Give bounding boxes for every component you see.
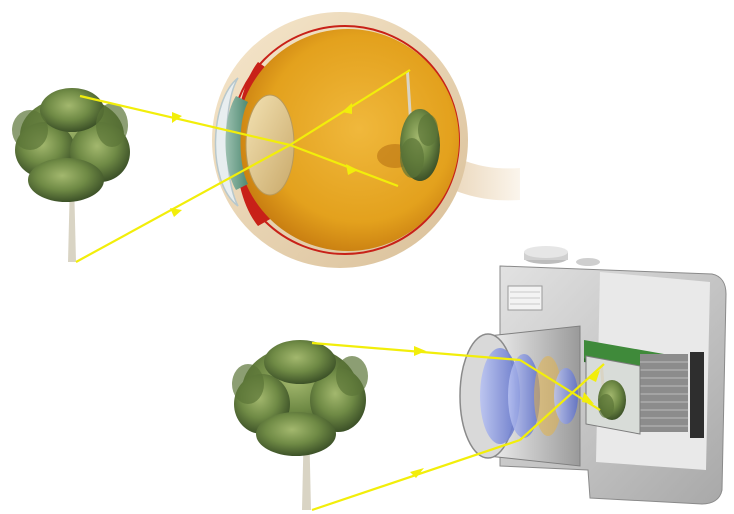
tree-top-foliage (12, 88, 130, 202)
eye-ray-arrow-3 (170, 208, 182, 217)
camera-ribbon-cable (640, 354, 688, 432)
eye-cross-section (212, 12, 520, 268)
camera-battery (690, 352, 704, 438)
camera-shutter-button (576, 258, 600, 266)
tree-bottom-object (232, 340, 368, 510)
tree-bottom-foliage (232, 340, 368, 456)
camera-ray-arrow-1 (414, 346, 426, 356)
eye-ray-arrow-1 (172, 112, 182, 123)
camera-lens-element-3 (554, 368, 578, 424)
tree-top-object (12, 88, 130, 262)
